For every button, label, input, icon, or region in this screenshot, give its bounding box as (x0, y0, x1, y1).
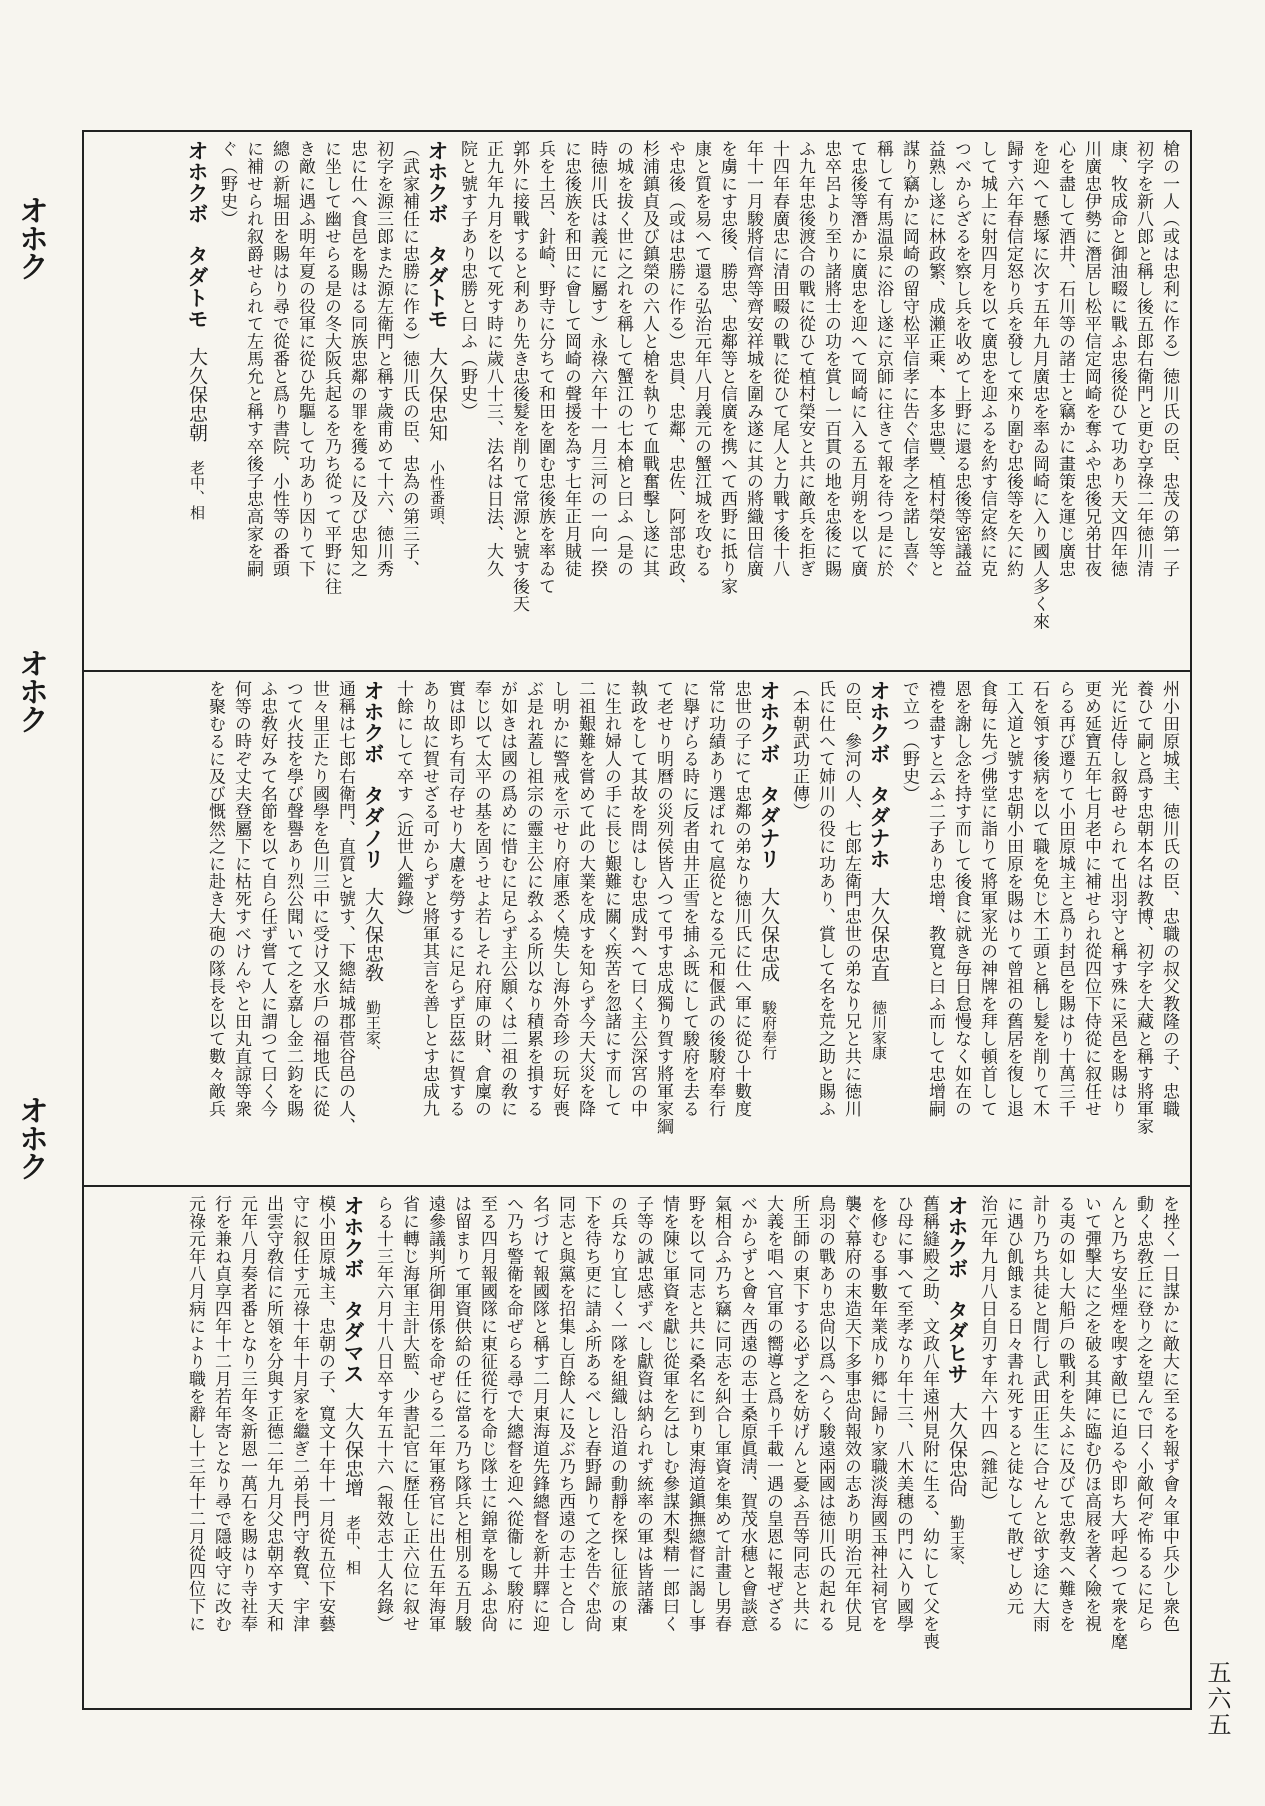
heading-reading: オホクボ タダナリ (757, 680, 781, 869)
guide-word-bottom: オホク (13, 1095, 48, 1179)
text-column: らる十三年六月十八日卒す年五十六（報效志士人名錄） (373, 1195, 393, 1633)
entry-heading (340, 1195, 366, 1575)
entry-heading (866, 680, 892, 1060)
text-column: 襲ぐ幕府の末造天下多事忠尙報效の志あり明治元年伏見 (841, 1195, 861, 1633)
text-column: 動く忠敎丘に登り之を望んで曰く小敵何ぞ怖るるに足ら (1133, 1195, 1153, 1633)
heading-note: 老中、相 (344, 1515, 362, 1575)
text-column: ぶ是れ蓋し祖宗の靈主公に敎ふる所以なり積累を損する (523, 680, 543, 1118)
text-column: に遇ひ飢餓まる日々書れ死すると徒なして散ぜしめ元 (1003, 1195, 1023, 1615)
entry-heading (944, 1195, 970, 1575)
text-column: 舊稱縫殿之助、文政八年遠州見附に生る、幼にして父を喪 (919, 1195, 939, 1650)
entry-tadayo-continued (456, 140, 1180, 630)
text-column: 更め延寶五年七月老中に補せられ從四位下侍從に叙任せ (1081, 680, 1101, 1118)
text-column: へ乃ち警衛を命ぜらる尋で大總督を迎へ從衞して駿府に (503, 1195, 523, 1633)
text-column: や忠後（或は忠勝に作る）忠員、忠鄰、忠佐、阿部忠政、 (665, 140, 685, 595)
text-column: 稱して有馬温泉に浴し遂に京師に往きて報を待つ是に於 (873, 140, 893, 578)
text-column: 年十一月駿將信齊等齊安祥城を圍み遂に其の將織田信廣 (743, 140, 763, 578)
entry-tadahisa (372, 1195, 970, 1650)
text-column: 忠世の子にて忠鄰の弟なり徳川氏に仕へ軍に從ひ十數度 (731, 680, 751, 1118)
entry-tadanari (392, 680, 782, 1135)
text-column: を虜にす忠後、勝忠、忠鄰等と信廣を携へて西野に抵り家 (717, 140, 737, 595)
text-column: 遠參議判所御用係を命ぜらる二年軍務官に出仕五年海軍 (425, 1195, 445, 1633)
text-column: 忠に仕へ食邑を賜はる同族忠鄰の罪を獲るに及び忠知之 (347, 140, 367, 578)
text-column: 工入道と號す忠朝小田原を賜はりて曾祖の舊居を復し退 (1003, 680, 1023, 1118)
text-column: 至る四月報國隊に東征從行を命じ隊士に錦章を賜ふ忠尙 (477, 1195, 497, 1633)
text-column: 益熟し遂に林政繁、成瀨正乘、本多忠豐、植村榮安等と (925, 140, 945, 578)
text-column: 計り乃ち共徒と間行し武田正生に合せんと欲す途に大雨 (1029, 1195, 1049, 1633)
heading-reading: オホクボ タダノリ (361, 680, 385, 869)
text-column: て老せり明曆の災列侯皆入つて弔す忠成獨り賀す將軍家綱 (653, 680, 673, 1135)
text-column: 治元年九月八日自刃す年六十四（雜記） (977, 1195, 997, 1510)
text-column: あり故に賀せざる可からずと將軍其言を善しとす忠成九 (419, 680, 439, 1118)
text-column: 兵を土呂、針崎、野寺に分ちて和田を圍む忠後族を率ゐて (535, 140, 555, 595)
text-column: 時徳川氏は義元に屬す）永祿六年十一月三河の一向一揆 (587, 140, 607, 578)
band-top (84, 132, 1190, 672)
text-column: 省に轉じ海軍主計大監、少書記官に歷任し正六位に叙せ (399, 1195, 419, 1633)
text-column: 執政をして其故を問はしむ忠成對へて曰く主公深宮の中 (627, 680, 647, 1118)
entry-tadanori (204, 680, 386, 1135)
entry-tadatomo (216, 140, 450, 595)
text-column: に忠後族を和田に會して岡崎の聲援を為す七年正月賊徒 (561, 140, 581, 578)
text-column: 初字を新八郎と稱し後五郎右衛門と更む享祿二年徳川清 (1133, 140, 1153, 578)
heading-note: 小性番頭、 (428, 460, 446, 535)
text-column: 康と質を易へて還る弘治元年八月義元の蟹江城を攻むる (691, 140, 711, 578)
text-column: に擧げらる時に反者由井正雪を捕ふ既にして駿府を去る (679, 680, 699, 1118)
heading-name: 大久保忠敎 (362, 887, 384, 982)
text-column: ふ九年忠後渡合の戰に從ひて植村榮安と共に敵兵を拒ぎ (795, 140, 815, 578)
text-column: に補せられ叙爵せられて左馬允と稱す卒後子忠高家を嗣 (243, 140, 263, 578)
heading-reading: オホクボ タダヒサ (945, 1195, 969, 1384)
text-column: 守に叙任す元祿十年十月家を繼ぎ二弟長門守敎寬、宇津 (289, 1195, 309, 1633)
text-column: 總の新堀田を賜はり尋で從番と爲り書院、小性等の番頭 (269, 140, 289, 578)
text-column: 歸す六年春信定怒り兵を發して來り圍む忠後等を矢に約 (1003, 140, 1023, 578)
heading-name: 大久保忠增 (342, 1402, 364, 1497)
heading-name: 大久保忠直 (868, 887, 890, 982)
text-column: を修むる事數年業成り郷に歸り家職淡海國玉神社祠官を (867, 1195, 887, 1633)
heading-reading: オホクボ タダマス (341, 1195, 365, 1384)
text-column: 通稱は七郎右衛門、直質と號す、下總結城郡菅谷邑の人、 (335, 680, 355, 1135)
text-column: る夷の如し大船戶の戰利を失ふに及びて忠敎支へ難きを (1055, 1195, 1075, 1633)
text-column: つて火技を學び聲譽あり烈公聞いて之を嘉し金二鈞を賜 (283, 680, 303, 1118)
text-column: て忠後等潛かに廣忠を迎へて岡崎に入る五月朔を以て廣 (847, 140, 867, 578)
text-column: 十四年春廣忠に清田畷の戰に從ひて尾人と力戰す後十八 (769, 140, 789, 578)
text-column: を迎へて懸塚に次す五年九月廣忠を率ゐ岡崎に入り國人多く來 (1029, 140, 1049, 630)
band-bottom (84, 1187, 1190, 1708)
text-column: に坐して幽せらる是の冬大阪兵起るを乃ち從って平野に往 (321, 140, 341, 595)
text-column: を聚むるに及び慨然之に赴き大砲の隊長を以て數々敵兵 (205, 680, 225, 1118)
text-column: 下を待ち更に請ふ所あるべしと春野歸りて之を告ぐ忠尙 (581, 1195, 601, 1633)
text-column: 名づけて報國隊と稱す二月東海道先鋒總督を新井驛に迎 (529, 1195, 549, 1633)
text-column: 常に功績あり選ばれて扈從となる元和偃武の後駿府奉行 (705, 680, 725, 1118)
entry-tadanori-continued (976, 1195, 1180, 1650)
text-column: べからずと會々西遠の志士桑原眞淸、賀茂水穗と會談意 (737, 1195, 757, 1633)
text-column: 光に近侍し叙爵せられて出羽守と稱す殊に采邑を賜はり (1107, 680, 1127, 1118)
text-column: き敵に遇ふ明年夏の役軍に從ひ先驅して功あり因りて下 (295, 140, 315, 578)
heading-name: 大久保忠知 (426, 347, 448, 442)
heading-note: 勤王家、 (948, 1515, 966, 1575)
text-column: 同志と與黨を招集し百餘人に及ぶ乃ち西遠の志士と合し (555, 1195, 575, 1633)
text-column: を挫く一日謀かに敵大に至るを報ず會々軍中兵少し衆色 (1159, 1195, 1179, 1633)
text-column: 二祖艱難を嘗めて此の大業を成すを知らず今天大災を降 (575, 680, 595, 1118)
text-column: ぐ（野史） (217, 140, 237, 228)
text-column: 元年八月奏者番となり三年冬新恩一萬石を賜はり寺社奉 (237, 1195, 257, 1633)
text-column: 養ひて嗣と爲す忠朝本名は教博、初字を大藏と稱す將軍家 (1133, 680, 1153, 1135)
heading-name: 大久保忠尙 (946, 1402, 968, 1497)
entry-heading (360, 680, 386, 1060)
text-column: の城を拔く世に之れを稱して蟹江の七本槍と曰ふ（是の (613, 140, 633, 578)
entry-heading (756, 680, 782, 1060)
text-column: 初字を源三郎また源左衛門と稱す歲甫めて十六、徳川秀 (373, 140, 393, 578)
text-column: （本朝武功正傳） (789, 680, 809, 820)
text-column: 行を兼ね貞享四年十二月若年寄となり尋で隱岐守に改む (211, 1195, 231, 1633)
text-column: 杉浦鎮貞及び鎮榮の六人と槍を執りて血戰奮擊し遂に其 (639, 140, 659, 578)
heading-note: 老中、相 (188, 460, 206, 520)
band-middle (84, 672, 1190, 1187)
text-column: 元祿元年八月病により職を辭し十三年十二月從四位下に (185, 1195, 205, 1633)
heading-reading: オホクボ タダトモ (185, 140, 209, 329)
band-middle-columns (94, 680, 1180, 1177)
entry-tadamasu (184, 1195, 366, 1633)
text-column: は留まりて軍資供給の任に當る乃ち隊兵と相別る五月駿 (451, 1195, 471, 1633)
heading-reading: オホクボ タダトモ (425, 140, 449, 329)
entry-tadatomo-continued (898, 680, 1180, 1135)
text-column: 所王師の東下する必ず之を妨げんと憂ふ吾等同志と共に (789, 1195, 809, 1633)
text-column: に生れ婦人の手に長じ艱難に關く疾苦を忽諸にす而して (601, 680, 621, 1118)
text-column: 何等の時ぞ丈夫登屬下に枯死すべけんやと田丸直諒等衆 (231, 680, 251, 1118)
heading-name: 大久保忠成 (758, 887, 780, 982)
text-column: 情を陳じ軍資を獻じ從軍を乞はしむ參謀木梨精一郎曰く (659, 1195, 679, 1633)
text-column: 奉じ以て太平の基を固うせよ若しそれ府庫の財、倉廩の (471, 680, 491, 1118)
text-column: 康、牧成命と御油畷に戰ふ忠後從ひて功あり天文四年徳 (1107, 140, 1127, 578)
entry-heading (424, 140, 450, 535)
text-column: して城上に射四月を以て廣忠を迎ふるを約す信定終に克 (977, 140, 997, 578)
text-column: 郭外に接戰すると利あり先き忠後髮を削りて常源と號す後天 (509, 140, 529, 613)
text-column: 大義を唱へ官軍の嚮導と爲り千載一遇の皇恩に報ぜざる (763, 1195, 783, 1633)
text-column: 忠卒呂より至り諸將士の功を賞し一百貫の地を忠後に賜 (821, 140, 841, 578)
page-frame (82, 130, 1192, 1710)
heading-name: 大久保忠朝 (186, 347, 208, 442)
text-column: 石を領す後病を以て職を免じ木工頭と稱し髮を削りて木 (1029, 680, 1049, 1118)
text-column: 川廣忠伊勢に潛居し松平信定岡崎を奪ふや忠後兄弟甘夜 (1081, 140, 1101, 578)
heading-note: 駿府奉行 (760, 1000, 778, 1060)
band-top-columns (94, 140, 1180, 662)
text-column: つべからざるを察し兵を收めて上野に還る忠後等密議益 (951, 140, 971, 578)
text-column: 實は即ち有司存せり大慮を勞するに足らず臣茲に賀する (445, 680, 465, 1118)
heading-note: 徳川家康 (870, 1000, 888, 1060)
text-column: いて彈擊大に之を破る其陣に臨む仍ほ高屐を著く險を視 (1081, 1195, 1101, 1633)
text-column: 州小田原城主、徳川氏の臣、忠職の叔父教隆の子、忠職 (1159, 680, 1179, 1118)
entry-tadanao (788, 680, 892, 1118)
text-column: で立つ（野史） (899, 680, 919, 803)
text-column: 氏に仕へて姉川の役に功あり、賞して名を荒之助と賜ふ (815, 680, 835, 1118)
text-column: 食毎に先づ佛堂に詣りて將軍家光の神牌を拜し頓首して (977, 680, 997, 1118)
text-column: 院と號す子あり忠勝と曰ふ（野史） (457, 140, 477, 420)
text-column: 正九年九月を以て死す時に歲八十三、法名は日法、大久 (483, 140, 503, 578)
text-column: の臣、參河の人、七郎左衛門忠世の弟なり兄と共に徳川 (841, 680, 861, 1118)
entry-heading (184, 140, 210, 520)
text-column: 心を盡して酒井、石川等の諸士と竊かに畫策を運じ廣忠 (1055, 140, 1075, 578)
text-column: が如きは國の爲めに惜むに足らず主公願くは二祖の敎に (497, 680, 517, 1118)
heading-note: 勤王家、 (364, 1000, 382, 1060)
text-column: （武家補任に忠勝に作る）徳川氏の臣、忠為の第三子、 (399, 140, 419, 578)
text-column: ふ忠敎好みて名節を以て自ら任ず嘗て人に謂つて曰く今 (257, 680, 277, 1118)
text-column: 恩を謝し念を持す而して後食に就き毎日怠慢なく如在の (951, 680, 971, 1118)
text-column: らる再び遷りて小田原城主と爲り封邑を賜はり十萬三千 (1055, 680, 1075, 1118)
text-column: 謀り竊かに岡崎の留守松平信孝に告ぐ信孝之を諾し喜ぐ (899, 140, 919, 578)
text-column: 野を以て同志と共に桑名に到り東海道鎭撫總督に謁し事 (685, 1195, 705, 1633)
text-column: 子等の誠忠感ずべし獻資は納られず統率の軍は皆諸藩 (633, 1195, 653, 1615)
guide-word-middle: オホク (13, 648, 48, 732)
text-column: んと乃ち安坐煙を喫す敵已に迫るや即ち大呼起つて衆を麾 (1107, 1195, 1127, 1650)
text-column: 世々里正たり國學を色川三中に受け又水戶の福地氏に從 (309, 680, 329, 1118)
text-column: 氣相合ふ乃ち竊に同志を糾合し軍資を集めて計畫し男春 (711, 1195, 731, 1633)
text-column: 模小田原城主、忠朝の子、寬文十年十一月從五位下安藝 (315, 1195, 335, 1633)
text-column: 十餘にして卒す（近世人鑑錄） (393, 680, 413, 925)
text-column: 出雲守敎信に所領を分與す正德二年九月父忠朝卒す天和 (263, 1195, 283, 1633)
guide-word-top: オホク (13, 195, 48, 279)
text-column: 鳥羽の戰あり忠尙以爲へらく駿遠兩國は徳川氏の起れる (815, 1195, 835, 1633)
text-column: の兵なり宜しく一隊を組織し沿道の動靜を探し征旅の東 (607, 1195, 627, 1633)
page-number: 五六五 (1203, 1660, 1231, 1738)
band-bottom-columns (94, 1195, 1180, 1700)
text-column: 禮を盡すと云ふ二子あり忠增、教寬と曰ふ而して忠增嗣 (925, 680, 945, 1118)
text-column: 槍の一人（或は忠利に作る）徳川氏の臣、忠茂の第一子 (1159, 140, 1179, 578)
text-column: し明かに警戒を示せり府庫悉く燒失し海外奇珍の玩好喪 (549, 680, 569, 1118)
text-column: ひ母に事へて至孝なり年十三、八木美穗の門に入り國學 (893, 1195, 913, 1633)
entry-tadatomo-2 (184, 140, 210, 520)
heading-reading: オホクボ タダナホ (867, 680, 891, 869)
